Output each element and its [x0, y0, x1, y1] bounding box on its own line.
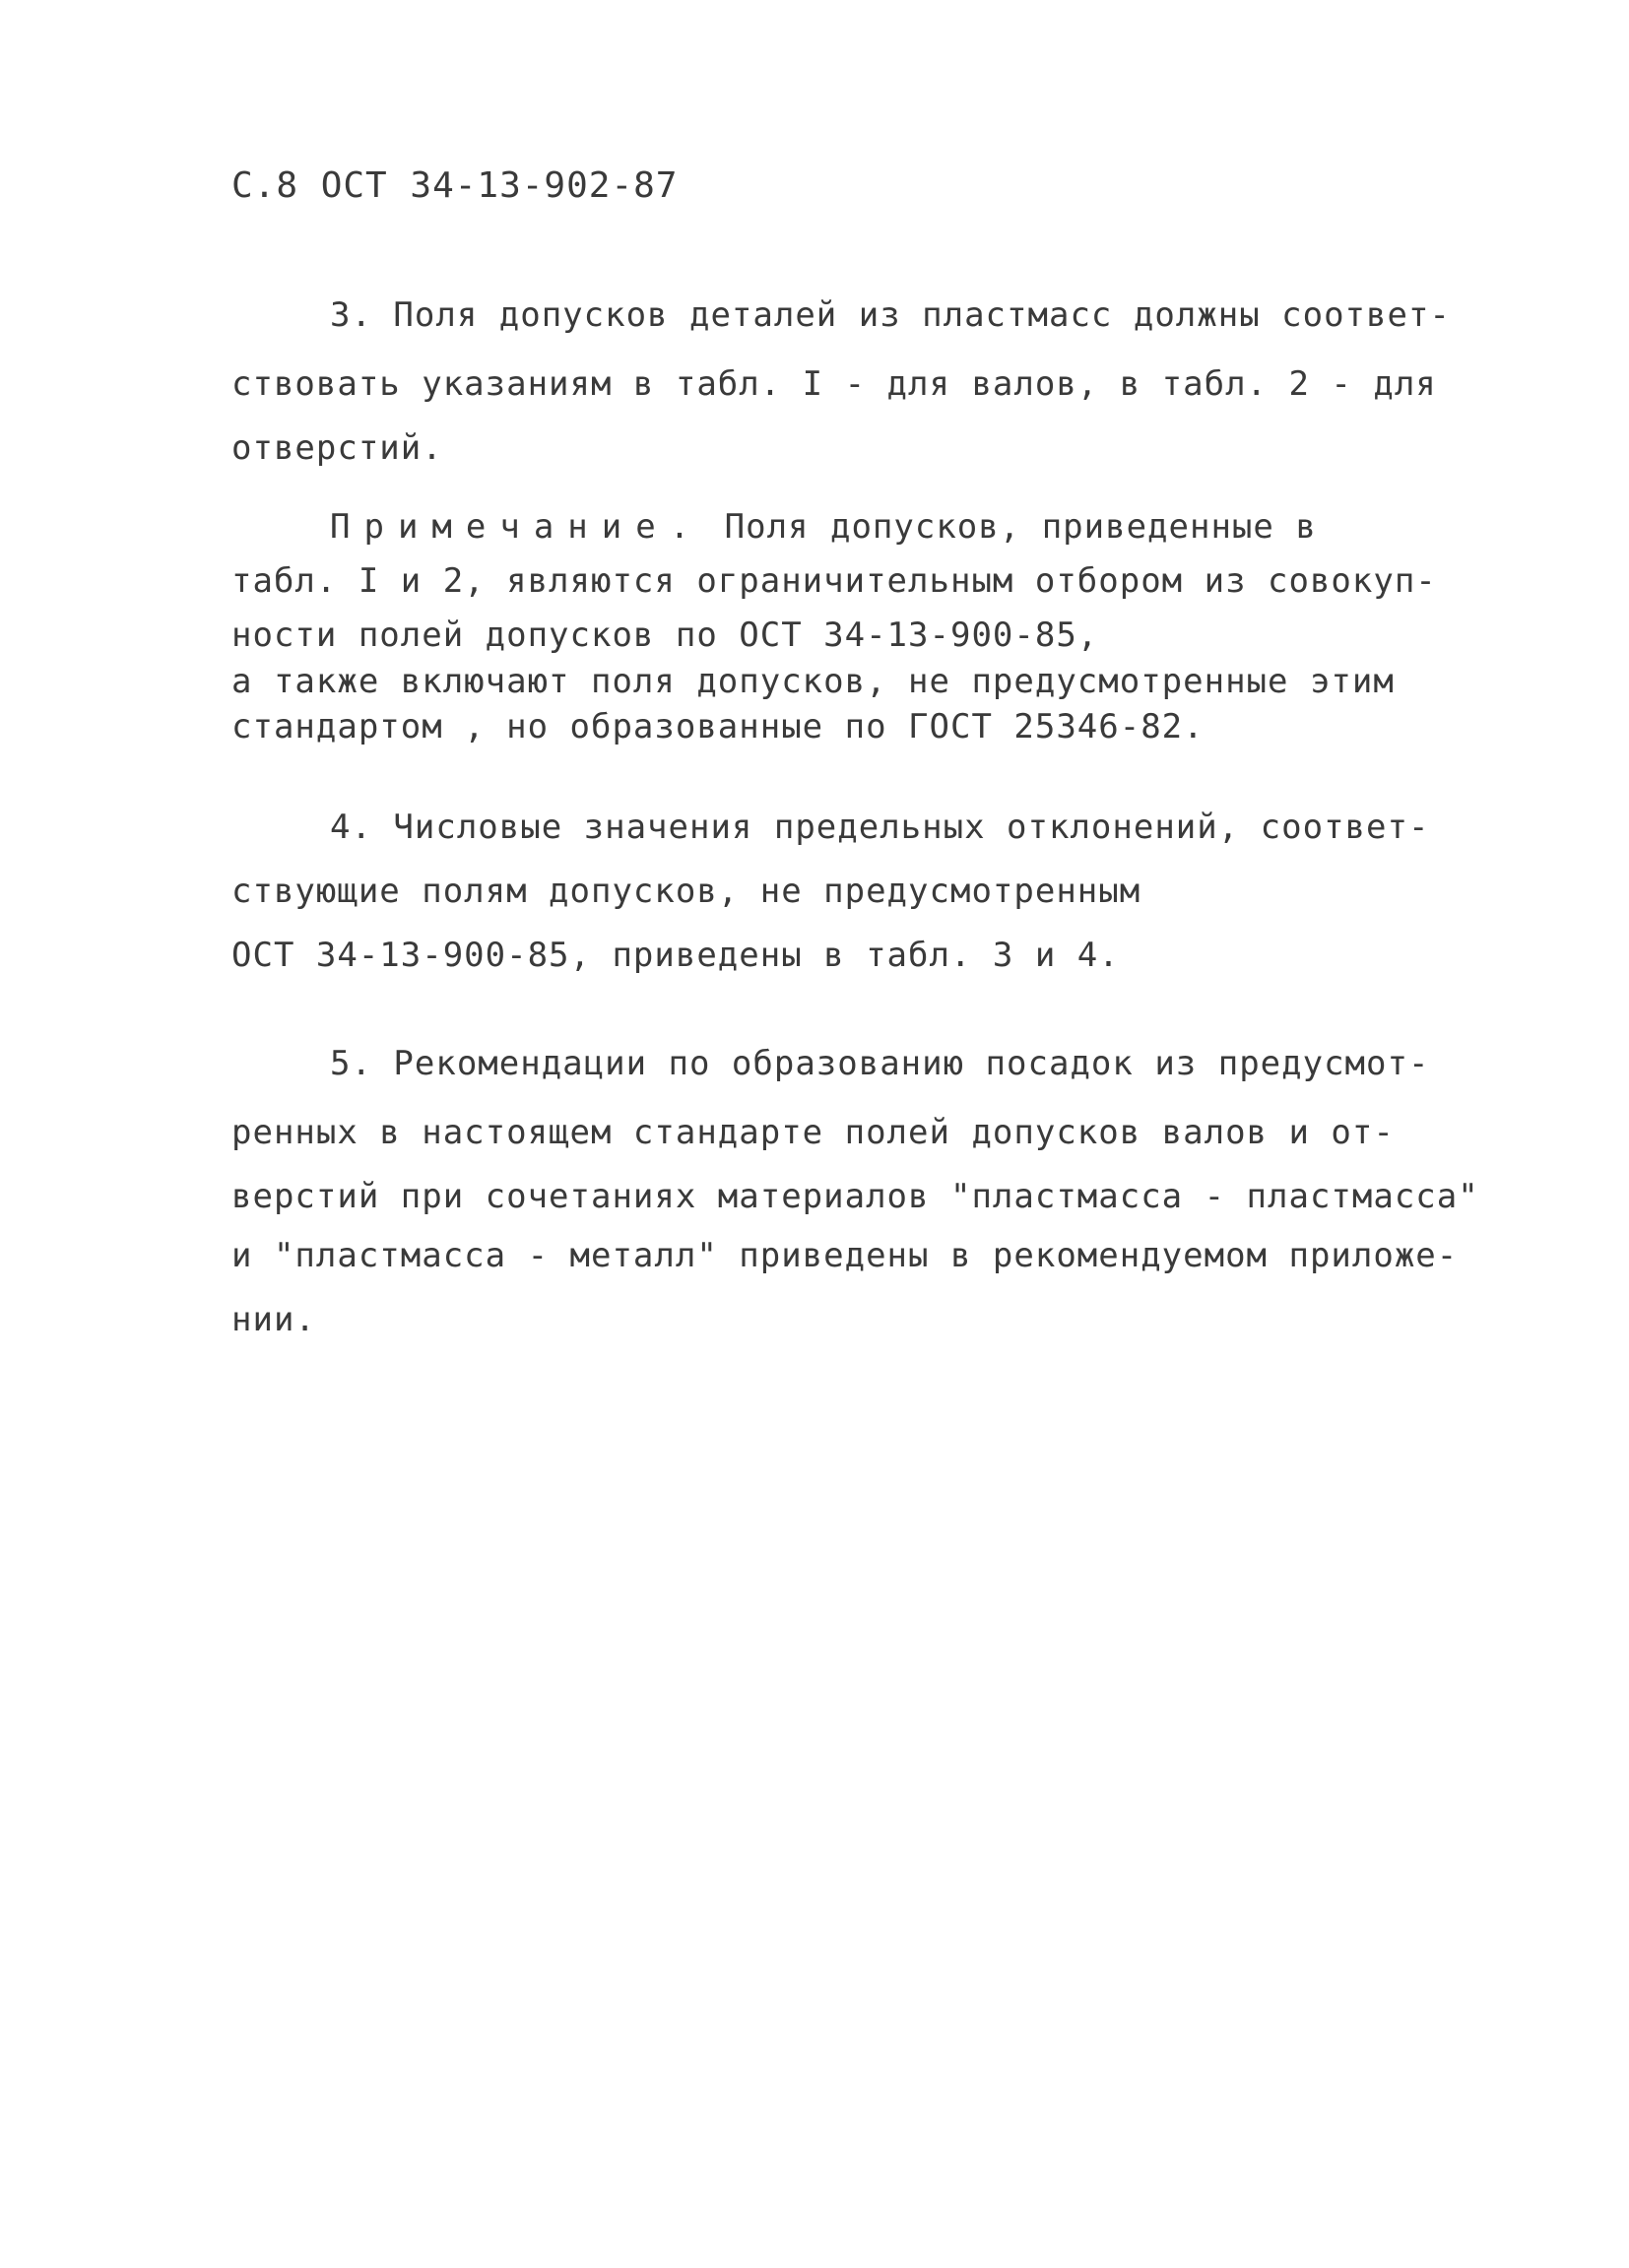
- paragraph-4-line-2: ствующие полям допусков, не предусмотренным: [231, 872, 1141, 911]
- paragraph-5-line-5: нии.: [231, 1300, 316, 1339]
- paragraph-3-line-2: ствовать указаниям в табл. I - для валов, в табл. 2 - для: [231, 364, 1437, 404]
- note-line-2: табл. I и 2, являются ограничительным отбором из совокуп-: [231, 561, 1437, 601]
- note-line-3: ности полей допусков по ОСТ 34-13-900-85,: [231, 616, 1099, 655]
- paragraph-5-line-3: верстий при сочетаниях материалов "пластмасса - пластмасса": [231, 1177, 1479, 1216]
- paragraph-5-line-1: 5. Рекомендации по образованию посадок из предусмот-: [330, 1044, 1430, 1083]
- note-label: Примечание.: [330, 507, 704, 547]
- paragraph-4-line-3: ОСТ 34-13-900-85, приведены в табл. 3 и 4.: [231, 936, 1120, 975]
- paragraph-3-line-1: 3. Поля допусков деталей из пластмасс должны соответ-: [330, 295, 1451, 335]
- note-line-4: а также включают поля допусков, не предусмотренные этим: [231, 662, 1395, 701]
- note-line-5: стандартом , но образованные по ГОСТ 25346-82.: [231, 707, 1205, 746]
- note-first-line: [330, 507, 1317, 547]
- paragraph-5-line-4: и "пластмасса - металл" приведены в рекомендуемом приложе-: [231, 1236, 1459, 1275]
- paragraph-3-line-3: отверстий.: [231, 428, 443, 468]
- page-header: С.8 ОСТ 34-13-902-87: [231, 165, 679, 206]
- paragraph-5-line-2: ренных в настоящем стандарте полей допусков валов и от-: [231, 1113, 1395, 1152]
- note-line-1: Поля допусков, приведенные в: [703, 507, 1317, 547]
- paragraph-4-line-1: 4. Числовые значения предельных отклонений, соответ-: [330, 808, 1430, 847]
